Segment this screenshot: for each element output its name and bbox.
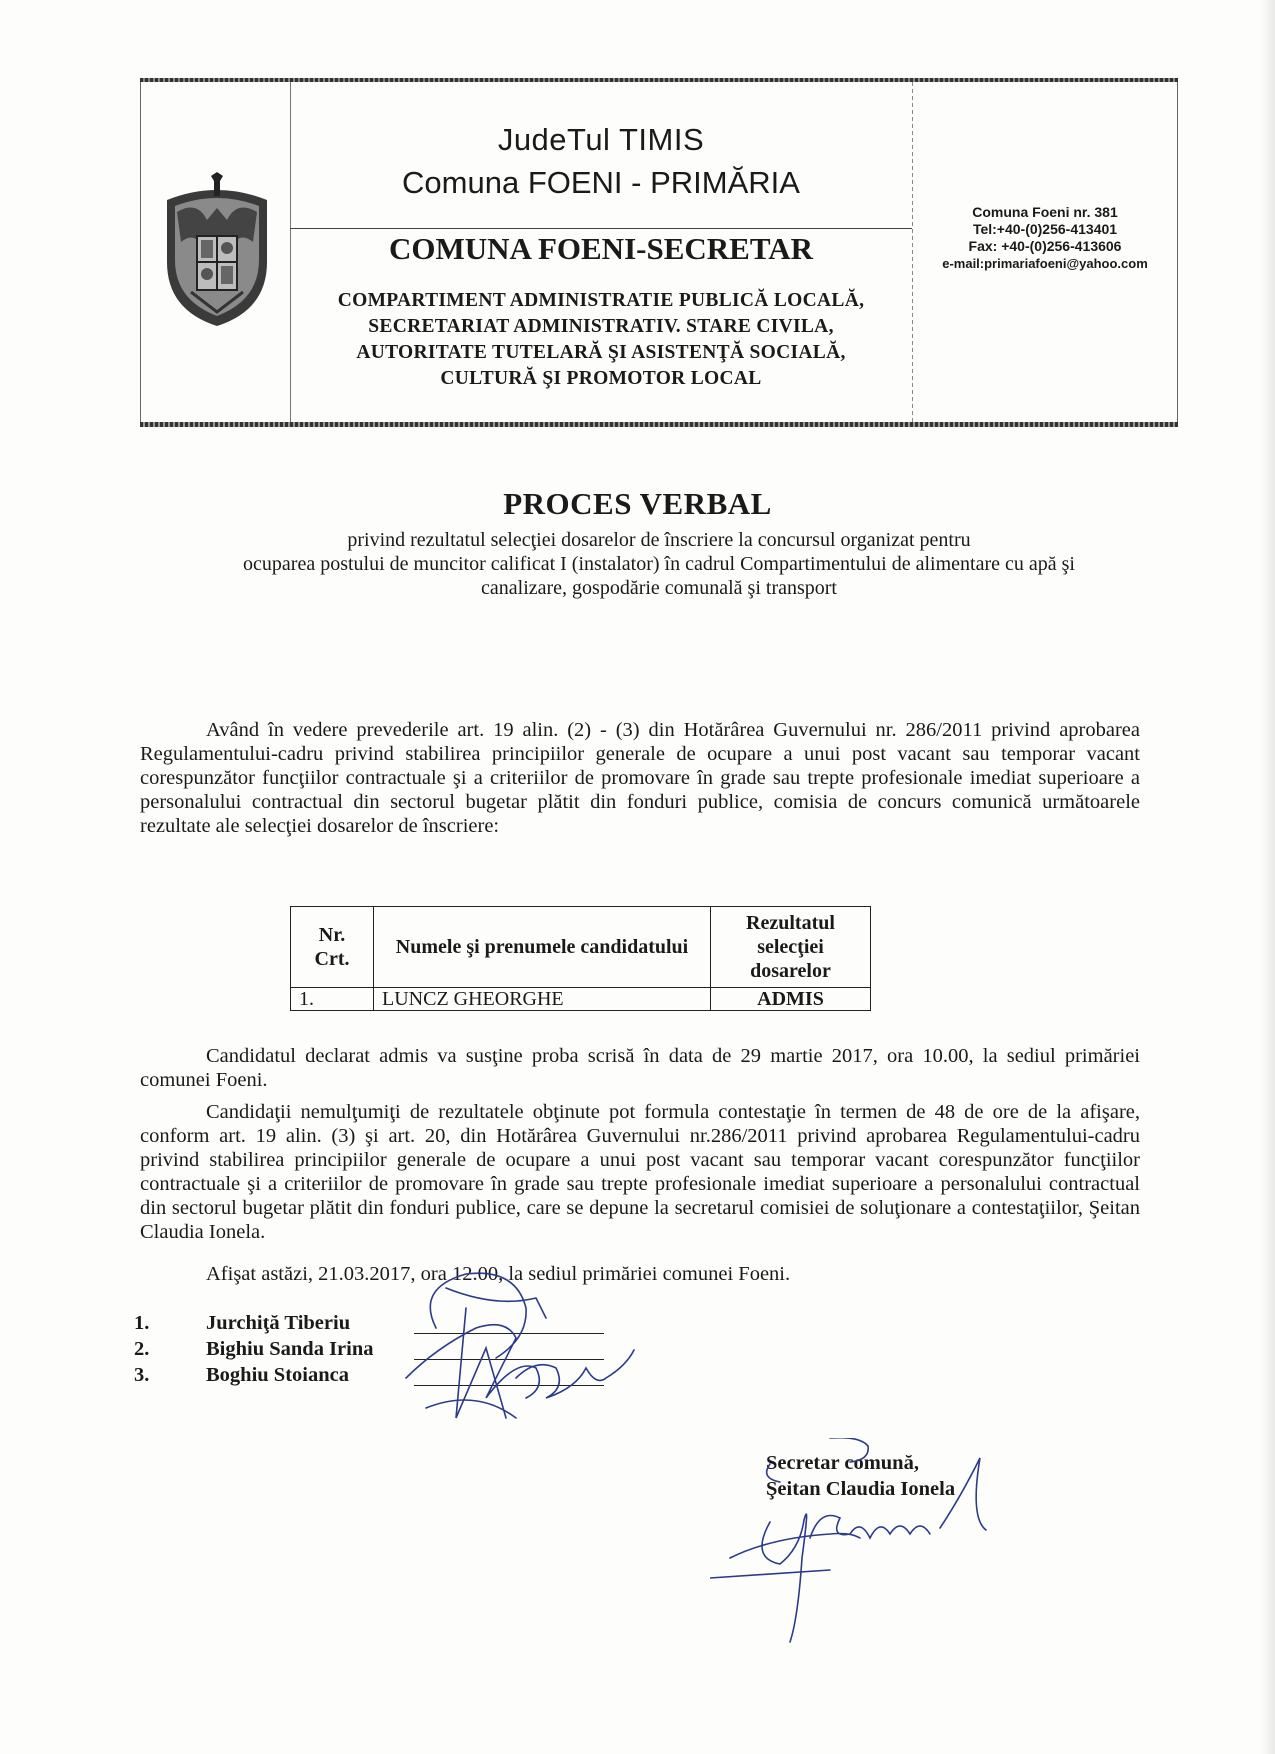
member-number: 1. bbox=[134, 1312, 150, 1334]
intro-paragraph: Având în vedere prevederile art. 19 alin. (2) - (3) din Hotărârea Guvernului nr. 286/2011 privind aprobarea Regulamentului-cadru privind stabilirea principiilor generale de ocupare a unui post vacant sau temporar vacant corespunzător funcţiilor contractuale şi a criteriilor de promovare în grade sau trepte profesionale imediat superioare a personalului contractual din sectorul bugetar plătit din fonduri publice, comisia de concurs comunică următoarele rezultate ale selecţiei dosarelor de înscriere: bbox=[140, 719, 1140, 837]
posted-paragraph: Afişat astăzi, 21.03.2017, ora 12.00, la sediul primăriei comunei Foeni. bbox=[206, 1263, 791, 1285]
commission-signature-icon bbox=[396, 1268, 636, 1438]
table-row bbox=[291, 988, 871, 1011]
department-line: COMPARTIMENT ADMINISTRATIE PUBLICĂ LOCALĂ, bbox=[337, 290, 865, 311]
subtitle-line: canalizare, gospodărie comunală şi transport bbox=[481, 577, 837, 599]
contact-fax: Fax: +40-(0)256-413606 bbox=[968, 238, 1122, 254]
document-subtitle bbox=[140, 528, 1178, 600]
member-number: 2. bbox=[134, 1338, 150, 1360]
subtitle-line: ocuparea postului de muncitor calificat I (instalator) în cadrul Compartimentului de alimentare cu apă şi bbox=[243, 553, 1075, 575]
results-table bbox=[290, 906, 871, 1011]
contact-email: e-mail:primariafoeni@yahoo.com bbox=[942, 256, 1148, 271]
department-line: AUTORITATE TUTELARĂ ŞI ASISTENŢĂ SOCIALĂ, bbox=[356, 342, 846, 363]
cell-nr: 1. bbox=[291, 988, 374, 1011]
member-name: Jurchiţă Tiberiu bbox=[206, 1312, 351, 1334]
contact-phone: Tel:+40-(0)256-413401 bbox=[972, 221, 1118, 237]
exam-paragraph: Candidatul declarat admis va susţine proba scrisă în data de 29 martie 2017, ora 10.00, la sediul primăriei comunei Foeni. bbox=[140, 1045, 1140, 1091]
department-block bbox=[290, 288, 912, 392]
header-nr: Nr. Crt. bbox=[291, 907, 374, 988]
secretary-name: Şeitan Claudia Ionela bbox=[766, 1478, 956, 1500]
header-result: Rezultatul selecţiei dosarelor bbox=[711, 907, 871, 988]
department-line: SECRETARIAT ADMINISTRATIV. STARE CIVILA, bbox=[368, 316, 834, 337]
table-header-row bbox=[291, 907, 871, 988]
subtitle-line: privind rezultatul selecţiei dosarelor de înscriere la concursul organizat pentru bbox=[347, 529, 971, 551]
secretary-signature-icon bbox=[710, 1438, 1040, 1648]
county-heading: JudeTul TIMIS bbox=[497, 122, 705, 157]
commune-heading: Comuna FOENI - PRIMĂRIA bbox=[402, 165, 800, 200]
header-name: Numele şi prenumele candidatului bbox=[374, 907, 711, 988]
cell-result: ADMIS bbox=[711, 988, 871, 1011]
member-number: 3. bbox=[134, 1364, 150, 1386]
coat-of-arms-icon bbox=[161, 172, 273, 328]
letterhead-bottom-border bbox=[140, 422, 1178, 427]
letterhead-top-border bbox=[140, 78, 1178, 82]
appeal-paragraph: Candidaţii nemulţumiţi de rezultatele obţinute pot formula contestaţie în termen de 48 de ore de la afişare, conform art. 19 alin. (3) şi art. 20, din Hotărârea Guvernului nr.286/2011 privind aprobarea Regulamentului-cadru privind stabilirea principiilor generale de ocupare a unui post vacant sau temporar vacant corespunzător funcţiilor contractuale şi a criteriilor de promovare în grade sau trepte profesionale imediat superioare a personalului contractual din sectorul bugetar plătit din fonduri publice, care se depune la secretarul comisiei de soluţionare a contestaţiilor, Şeitan Claudia Ionela. bbox=[140, 1101, 1140, 1243]
contact-block bbox=[912, 204, 1178, 272]
member-name: Boghiu Stoianca bbox=[206, 1364, 349, 1386]
contact-address: Comuna Foeni nr. 381 bbox=[972, 204, 1118, 220]
paper-edge bbox=[1261, 0, 1275, 1754]
member-name: Bighiu Sanda Irina bbox=[206, 1338, 374, 1360]
letterhead-rule bbox=[290, 228, 912, 229]
office-heading: COMUNA FOENI-SECRETAR bbox=[389, 231, 813, 266]
document-title: PROCES VERBAL bbox=[503, 486, 772, 521]
department-line: CULTURĂ ŞI PROMOTOR LOCAL bbox=[440, 368, 762, 389]
cell-name: LUNCZ GHEORGHE bbox=[374, 988, 711, 1011]
secretary-role: Secretar comună, bbox=[766, 1452, 919, 1474]
